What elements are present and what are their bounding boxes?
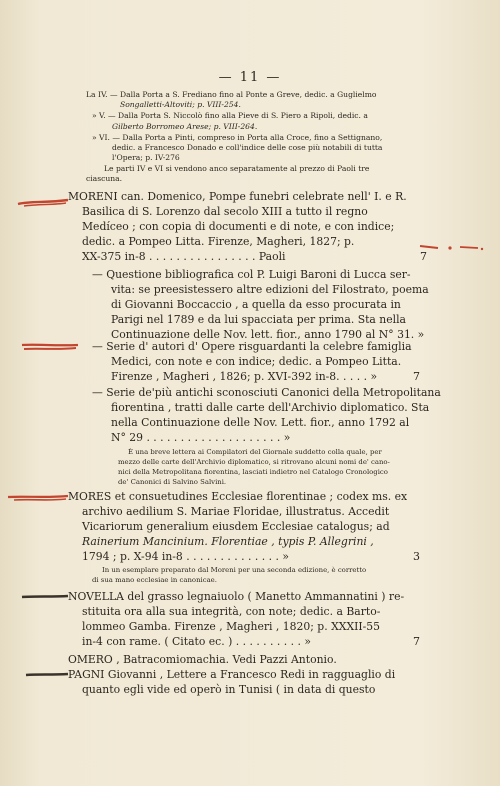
note-1-line-1: È una breve lettera ai Compilatori del Giornale suddetto colla quale, per <box>128 448 382 456</box>
entry-moreni-1-line-3: Medíceo ; con copia di documenti e di note, e con indice; <box>82 220 395 233</box>
entry-moreni-4-line-1: — Serie de'più antichi sconosciuti Canonici della Metropolitana <box>92 386 441 399</box>
price-novella: 7 <box>413 635 420 648</box>
entry-moreni-1-line-1: MORENI can. Domenico, Pompe funebri celebrate nell' I. e R. <box>68 190 407 203</box>
entry-mores-line-3: Vicariorum generalium eiusdem Ecclesiae catalogus; ad <box>82 520 390 533</box>
entry-moreni-3-line-1: — Serie d' autori d' Opere risguardanti la celebre famiglia <box>92 340 412 353</box>
small-entry-2-line-1: » V. — Dalla Porta S. Niccolò fino alla Pieve di S. Piero a Ripoli, dedic. a <box>92 111 368 120</box>
red-ink-mark-margin <box>416 238 486 254</box>
entry-moreni-2-line-2: vita: se preesistessero altre edizioni del Filostrato, poema <box>111 283 429 296</box>
small-entry-4-line-2: ciascuna. <box>86 174 123 183</box>
entry-pagni-line-1: PAGNI Giovanni , Lettere a Francesco Redi in ragguaglio di <box>68 668 396 681</box>
note-1-line-4: de' Canonici di Salvino Salvini. <box>118 478 227 486</box>
entry-moreni-4-line-2: fiorentina , tratti dalle carte dell'Archivio diplomatico. Sta <box>111 401 430 414</box>
small-entry-3-line-2: dedic. a Francesco Donado e coll'indice delle cose più notabili di tutta <box>112 143 383 152</box>
entry-moreni-1-line-2: Basilica di S. Lorenzo dal secolo XIII a tutto il regno <box>82 205 368 218</box>
small-entry-1-line-2: Songalletti-Altoviti; p. VIII-254. <box>120 100 241 109</box>
entry-omero-line-1: OMERO , Batracomiomachia. Vedi Pazzi Antonio. <box>68 653 337 666</box>
entry-moreni-3-line-3: Firenze , Magheri , 1826; p. XVI-392 in-8. . . . . » <box>111 370 378 383</box>
entry-moreni-4-line-4: N° 29 . . . . . . . . . . . . . . . . . . . . » <box>111 431 291 444</box>
small-entry-3-line-1: » VI. — Dalla Porta a Pinti, compreso in Porta alla Croce, fino a Settignano, <box>92 133 383 142</box>
small-entry-3-line-3: l'Opera; p. IV-276 <box>112 153 180 162</box>
note-2-line-1: In un esemplare preparato dal Moreni per una seconda edizione, è corretto <box>102 566 367 574</box>
entry-novella-line-1: NOVELLA del grasso legnaiuolo ( Manetto Ammannatini ) re- <box>68 590 405 603</box>
ink-mark <box>24 670 70 680</box>
note-2-line-2: di sua mano ecclesiae in canonicae. <box>92 576 217 584</box>
red-ink-mark <box>20 340 80 354</box>
entry-novella-line-2: stituita ora alla sua integrità, con note; dedic. a Barto- <box>82 605 381 618</box>
entry-moreni-1-line-4: dedic. a Pompeo Litta. Firenze, Magheri, 1827; p. <box>82 235 355 248</box>
price-moreni-3: 7 <box>413 370 420 383</box>
entry-mores-line-5: 1794 ; p. X-94 in-8 . . . . . . . . . . . . . . » <box>82 550 289 563</box>
entry-mores-line-4: Rainerium Mancinium. Florentiae , typis P. Allegrini , <box>82 535 374 548</box>
entry-moreni-3-line-2: Medici, con note e con indice; dedic. a Pompeo Litta. <box>111 355 402 368</box>
red-ink-mark <box>6 491 70 505</box>
entry-pagni-line-2: quanto egli vide ed operò in Tunisi ( in data di questo <box>82 683 376 696</box>
price-mores: 3 <box>413 550 420 563</box>
entry-mores-line-2: archivo aedilium S. Mariae Floridae, illustratus. Accedit <box>82 505 390 518</box>
entry-moreni-2-line-5: Continuazione delle Nov. lett. fior., anno 1790 al N° 31. » <box>111 328 425 341</box>
note-1-line-3: nici della Metropolitana fiorentina, lasciati indietro nel Catalogo Cronologico <box>118 468 388 476</box>
small-entry-1-line-1: La IV. — Dalla Porta a S. Frediano fino al Ponte a Greve, dedic. a Guglielmo <box>86 90 377 99</box>
entry-moreni-1-line-5: XX-375 in-8 . . . . . . . . . . . . . . . . Paoli <box>82 250 286 263</box>
small-entry-4-line-1: Le parti IV e VI si vendono anco separatamente al prezzo di Paoli tre <box>104 164 370 173</box>
entry-novella-line-3: lommeo Gamba. Firenze , Magheri , 1820; p. XXXII-55 <box>82 620 381 633</box>
price-moreni-1: 7 <box>420 250 427 263</box>
page-number: — 11 — <box>218 70 282 85</box>
entry-moreni-2-line-4: Parigi nel 1789 e da lui spacciata per prima. Sta nella <box>111 313 406 326</box>
ink-mark <box>20 592 70 602</box>
entry-moreni-4-line-3: nella Continuazione delle Nov. Lett. fior., anno 1792 al <box>111 416 410 429</box>
note-1-line-2: mezzo delle carte dell'Archivio diplomatico, si ritrovano alcuni nomi de' cano- <box>118 458 390 466</box>
small-entry-2-line-2: Gilberto Borromeo Arese; p. VIII-264. <box>112 122 258 131</box>
red-ink-mark <box>16 196 70 210</box>
entry-mores-line-1: MORES et consuetudines Ecclesiae florentinae ; codex ms. ex <box>68 490 408 503</box>
entry-moreni-2-line-1: — Questione bibliografica col P. Luigi Baroni di Lucca ser- <box>92 268 411 281</box>
entry-novella-line-4: in-4 con rame. ( Citato ec. ) . . . . . . . . . . » <box>82 635 311 648</box>
entry-moreni-2-line-3: di Giovanni Boccaccio , a quella da esso procurata in <box>111 298 401 311</box>
